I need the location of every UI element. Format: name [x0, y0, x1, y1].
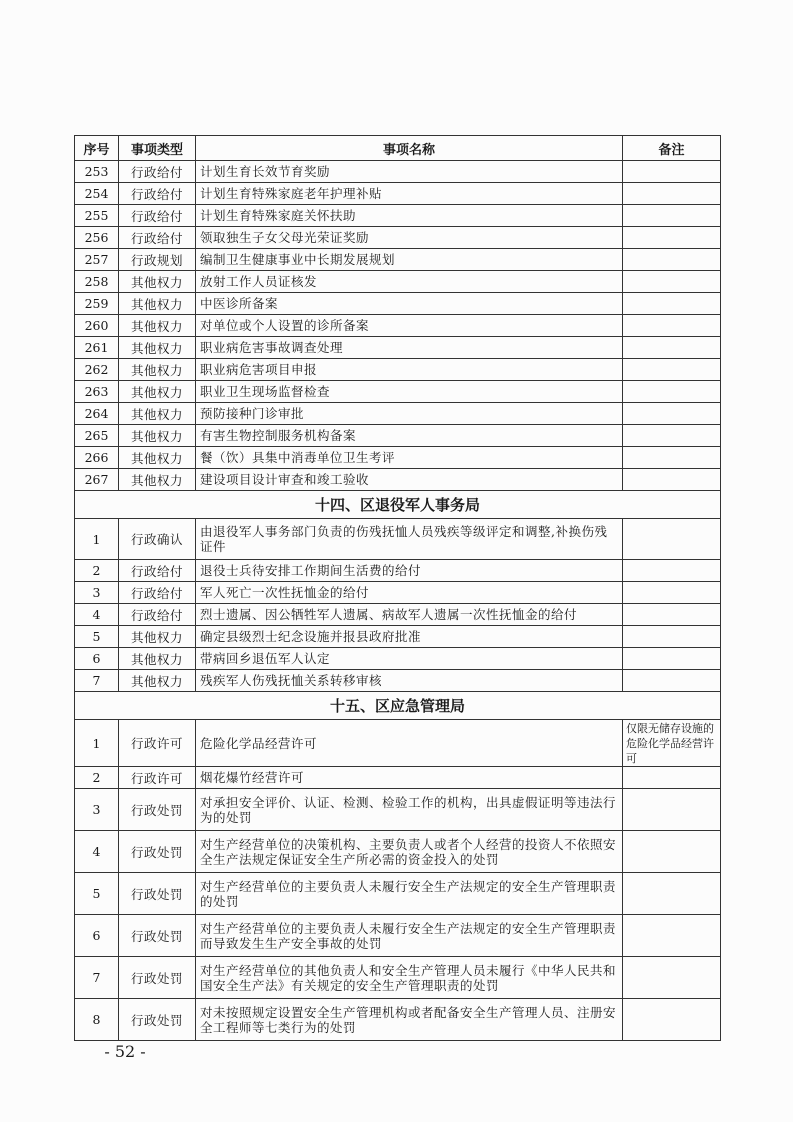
cell-type: 行政给付: [119, 560, 196, 582]
cell-serial: 254: [75, 183, 119, 205]
table-row: [75, 205, 721, 227]
cell-serial: 256: [75, 227, 119, 249]
cell-type: 行政处罚: [119, 957, 196, 999]
cell-name: 对生产经营单位的决策机构、主要负责人或者个人经营的投资人不依照安全生产法规定保证安全生产所必需的资金投入的处罚: [196, 831, 623, 873]
cell-note: [623, 381, 721, 403]
cell-name: 职业病危害事故调查处理: [196, 337, 623, 359]
table-row: [75, 519, 721, 560]
cell-name: 餐（饮）具集中消毒单位卫生考评: [196, 447, 623, 469]
cell-type: 行政处罚: [119, 831, 196, 873]
cell-type: 其他权力: [119, 271, 196, 293]
table-row: [75, 293, 721, 315]
cell-note: [623, 315, 721, 337]
cell-type: 行政给付: [119, 183, 196, 205]
cell-name: 对生产经营单位的主要负责人未履行安全生产法规定的安全生产管理职责的处罚: [196, 873, 623, 915]
cell-name: 对单位或个人设置的诊所备案: [196, 315, 623, 337]
cell-serial: 259: [75, 293, 119, 315]
table-row: [75, 604, 721, 626]
header-note: 备注: [623, 136, 721, 161]
cell-name: 带病回乡退伍军人认定: [196, 648, 623, 670]
cell-serial: 253: [75, 161, 119, 183]
cell-type: 其他权力: [119, 626, 196, 648]
cell-type: 其他权力: [119, 425, 196, 447]
cell-name: 中医诊所备案: [196, 293, 623, 315]
table-row: [75, 315, 721, 337]
cell-name: 领取独生子女父母光荣证奖励: [196, 227, 623, 249]
cell-serial: 7: [75, 670, 119, 692]
cell-note: [623, 767, 721, 789]
table-row: [75, 227, 721, 249]
cell-name: 对生产经营单位的主要负责人未履行安全生产法规定的安全生产管理职责而导致发生生产安全事故的处罚: [196, 915, 623, 957]
cell-type: 其他权力: [119, 403, 196, 425]
cell-type: 其他权力: [119, 359, 196, 381]
section-row: [75, 491, 721, 519]
cell-note: [623, 469, 721, 491]
cell-name: 军人死亡一次性抚恤金的给付: [196, 582, 623, 604]
cell-name: 建设项目设计审查和竣工验收: [196, 469, 623, 491]
cell-type: 行政给付: [119, 582, 196, 604]
cell-serial: 4: [75, 831, 119, 873]
cell-serial: 262: [75, 359, 119, 381]
cell-name: 危险化学品经营许可: [196, 720, 623, 767]
header-serial: 序号: [75, 136, 119, 161]
cell-serial: 257: [75, 249, 119, 271]
table-row: [75, 789, 721, 831]
section-title: 十五、区应急管理局: [75, 692, 721, 720]
table-row: [75, 403, 721, 425]
cell-type: 行政确认: [119, 519, 196, 560]
cell-serial: 4: [75, 604, 119, 626]
cell-note: [623, 999, 721, 1041]
cell-type: 行政规划: [119, 249, 196, 271]
cell-name: 对承担安全评价、认证、检测、检验工作的机构，出具虚假证明等违法行为的处罚: [196, 789, 623, 831]
cell-note: [623, 670, 721, 692]
cell-type: 行政处罚: [119, 789, 196, 831]
table-row: [75, 469, 721, 491]
cell-serial: 5: [75, 626, 119, 648]
cell-note: 仅限无储存设施的危险化学品经营许可: [623, 720, 721, 767]
cell-serial: 2: [75, 767, 119, 789]
cell-note: [623, 519, 721, 560]
cell-name: 放射工作人员证核发: [196, 271, 623, 293]
table-row: [75, 249, 721, 271]
cell-type: 行政处罚: [119, 915, 196, 957]
cell-serial: 265: [75, 425, 119, 447]
cell-note: [623, 227, 721, 249]
cell-note: [623, 648, 721, 670]
cell-type: 其他权力: [119, 670, 196, 692]
table-header-row: [75, 136, 721, 161]
table-row: [75, 831, 721, 873]
cell-serial: 5: [75, 873, 119, 915]
cell-type: 行政许可: [119, 720, 196, 767]
table-row: [75, 359, 721, 381]
table-row: [75, 648, 721, 670]
cell-note: [623, 626, 721, 648]
table-row: [75, 915, 721, 957]
cell-name: 计划生育特殊家庭关怀扶助: [196, 205, 623, 227]
cell-serial: 6: [75, 648, 119, 670]
cell-name: 确定县级烈士纪念设施并报县政府批准: [196, 626, 623, 648]
cell-type: 其他权力: [119, 381, 196, 403]
cell-name: 烈士遗属、因公牺牲军人遗属、病故军人遗属一次性抚恤金的给付: [196, 604, 623, 626]
cell-note: [623, 403, 721, 425]
cell-type: 其他权力: [119, 337, 196, 359]
cell-serial: 266: [75, 447, 119, 469]
cell-type: 其他权力: [119, 315, 196, 337]
cell-serial: 6: [75, 915, 119, 957]
cell-note: [623, 293, 721, 315]
cell-serial: 1: [75, 519, 119, 560]
cell-name: 由退役军人事务部门负责的伤残抚恤人员残疾等级评定和调整,补换伤残证件: [196, 519, 623, 560]
cell-serial: 8: [75, 999, 119, 1041]
cell-name: 对未按照规定设置安全生产管理机构或者配备安全生产管理人员、注册安全工程师等七类行为的处罚: [196, 999, 623, 1041]
cell-note: [623, 873, 721, 915]
cell-serial: 3: [75, 789, 119, 831]
cell-type: 行政给付: [119, 604, 196, 626]
cell-serial: 1: [75, 720, 119, 767]
cell-type: 行政处罚: [119, 873, 196, 915]
table-row: [75, 670, 721, 692]
table-row: [75, 767, 721, 789]
cell-note: [623, 271, 721, 293]
cell-note: [623, 582, 721, 604]
table-row: [75, 873, 721, 915]
cell-name: 预防接种门诊审批: [196, 403, 623, 425]
table-row: [75, 381, 721, 403]
cell-note: [623, 337, 721, 359]
cell-type: 其他权力: [119, 293, 196, 315]
cell-note: [623, 915, 721, 957]
cell-note: [623, 560, 721, 582]
cell-note: [623, 183, 721, 205]
cell-name: 编制卫生健康事业中长期发展规划: [196, 249, 623, 271]
table-row: [75, 582, 721, 604]
cell-note: [623, 604, 721, 626]
table-row: [75, 425, 721, 447]
cell-note: [623, 249, 721, 271]
cell-type: 行政给付: [119, 161, 196, 183]
section-row: [75, 692, 721, 720]
cell-type: 行政处罚: [119, 999, 196, 1041]
table-body: [75, 161, 721, 1041]
cell-type: 行政许可: [119, 767, 196, 789]
cell-name: 烟花爆竹经营许可: [196, 767, 623, 789]
cell-type: 其他权力: [119, 447, 196, 469]
cell-type: 行政给付: [119, 205, 196, 227]
cell-name: 职业卫生现场监督检查: [196, 381, 623, 403]
cell-note: [623, 205, 721, 227]
cell-serial: 255: [75, 205, 119, 227]
cell-note: [623, 359, 721, 381]
table-row: [75, 337, 721, 359]
table-row: [75, 447, 721, 469]
cell-serial: 258: [75, 271, 119, 293]
cell-name: 计划生育长效节育奖励: [196, 161, 623, 183]
cell-serial: 261: [75, 337, 119, 359]
section-title: 十四、区退役军人事务局: [75, 491, 721, 519]
cell-type: 行政给付: [119, 227, 196, 249]
items-table: [74, 135, 721, 1041]
table-row: [75, 626, 721, 648]
cell-name: 对生产经营单位的其他负责人和安全生产管理人员未履行《中华人民共和国安全生产法》有关规定的安全生产管理职责的处罚: [196, 957, 623, 999]
table-row: [75, 161, 721, 183]
cell-note: [623, 447, 721, 469]
header-type: 事项类型: [119, 136, 196, 161]
table-row: [75, 183, 721, 205]
table-row: [75, 271, 721, 293]
table-row: [75, 957, 721, 999]
cell-note: [623, 425, 721, 447]
cell-serial: 267: [75, 469, 119, 491]
table-row: [75, 720, 721, 767]
cell-serial: 264: [75, 403, 119, 425]
table-row: [75, 999, 721, 1041]
table-row: [75, 560, 721, 582]
cell-note: [623, 831, 721, 873]
cell-name: 职业病危害项目申报: [196, 359, 623, 381]
cell-serial: 3: [75, 582, 119, 604]
cell-note: [623, 161, 721, 183]
cell-note: [623, 789, 721, 831]
cell-type: 其他权力: [119, 648, 196, 670]
cell-serial: 263: [75, 381, 119, 403]
cell-serial: 2: [75, 560, 119, 582]
cell-serial: 260: [75, 315, 119, 337]
cell-type: 其他权力: [119, 469, 196, 491]
page-number: - 52 -: [104, 1042, 146, 1061]
cell-name: 退役士兵待安排工作期间生活费的给付: [196, 560, 623, 582]
cell-name: 计划生育特殊家庭老年护理补贴: [196, 183, 623, 205]
cell-name: 有害生物控制服务机构备案: [196, 425, 623, 447]
cell-name: 残疾军人伤残抚恤关系转移审核: [196, 670, 623, 692]
cell-note: [623, 957, 721, 999]
header-name: 事项名称: [196, 136, 623, 161]
cell-serial: 7: [75, 957, 119, 999]
